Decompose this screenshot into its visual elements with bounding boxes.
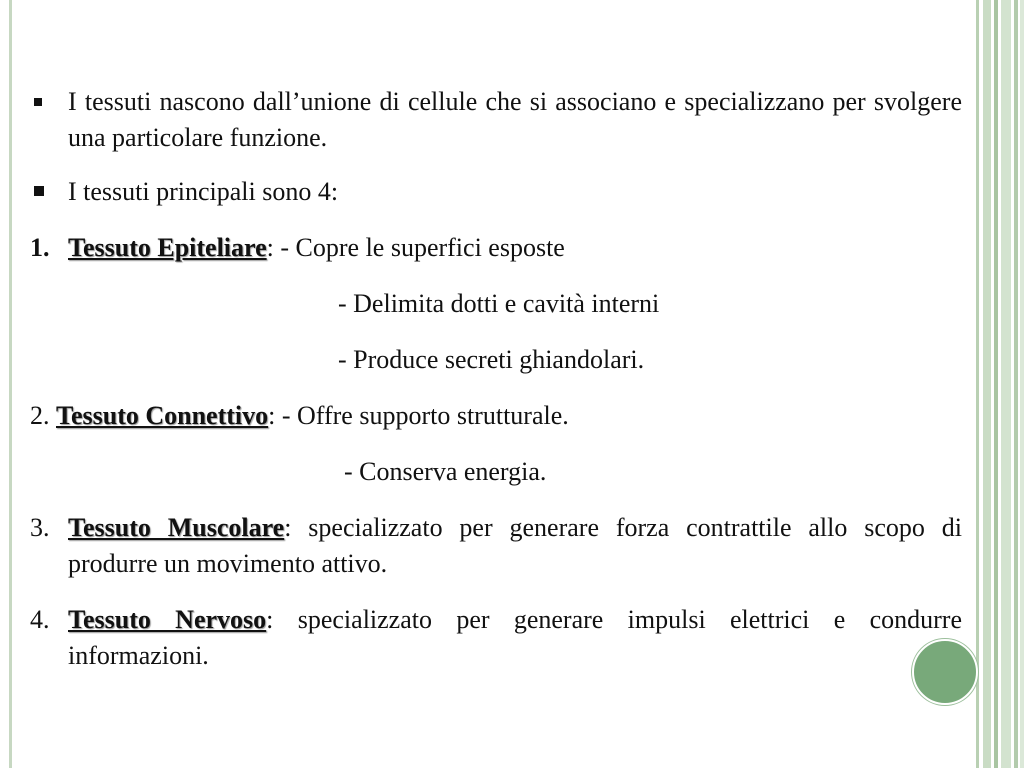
bullet-text: I tessuti principali sono 4: [68,177,339,206]
tissue-term: Tessuto Muscolare [68,513,285,542]
tissue-subpoint [30,454,962,490]
tissue-number: 1. [30,233,50,262]
subpoint-text: - Conserva energia. [344,457,547,486]
bullet-item-count [30,174,962,210]
slide-content [30,84,962,694]
subpoint-text: - Delimita dotti e cavità interni [338,289,660,318]
tissue-description: : - Copre le superfici esposte [266,233,565,262]
tissue-term: Tessuto Epiteliare [68,233,267,262]
stripe [983,0,991,768]
subpoint-text: - Produce secreti ghiandolari. [338,345,645,374]
bullet-text: I tessuti nascono dall’unione di cellule che si associano e specializzano per svolgere una particolare funzione. [68,87,962,152]
right-decorative-stripes [976,0,1024,768]
stripe [1001,0,1011,768]
tissue-term: Tessuto Connettivo [56,401,269,430]
stripe [994,0,998,768]
tissue-number: 3. [30,513,50,542]
tissue-number: 4. [30,605,50,634]
tissue-description: : - Offre supporto strutturale. [268,401,569,430]
bullet-item-intro [30,84,962,156]
tissue-item-nervoso [30,602,962,674]
tissue-description: : specializzato per generare forza contrattile allo scopo di produrre un movimento attivo. [68,513,962,578]
tissue-subpoint [30,286,962,322]
tissue-number: 2. [30,401,50,430]
stripe [976,0,979,768]
tissue-item-epiteliare [30,230,962,266]
tissue-item-muscolare [30,510,962,582]
tissue-subpoint [30,342,962,378]
tissue-term: Tessuto Nervoso [68,605,267,634]
stripe [1020,0,1024,768]
square-bullet-icon [34,98,42,106]
left-frame-line [9,0,12,768]
stripe [1014,0,1018,768]
tissue-item-connettivo [30,398,962,434]
square-bullet-icon [34,186,44,196]
tissue-description: : specializzato per generare impulsi elettrici e condurre informazioni. [68,605,963,670]
